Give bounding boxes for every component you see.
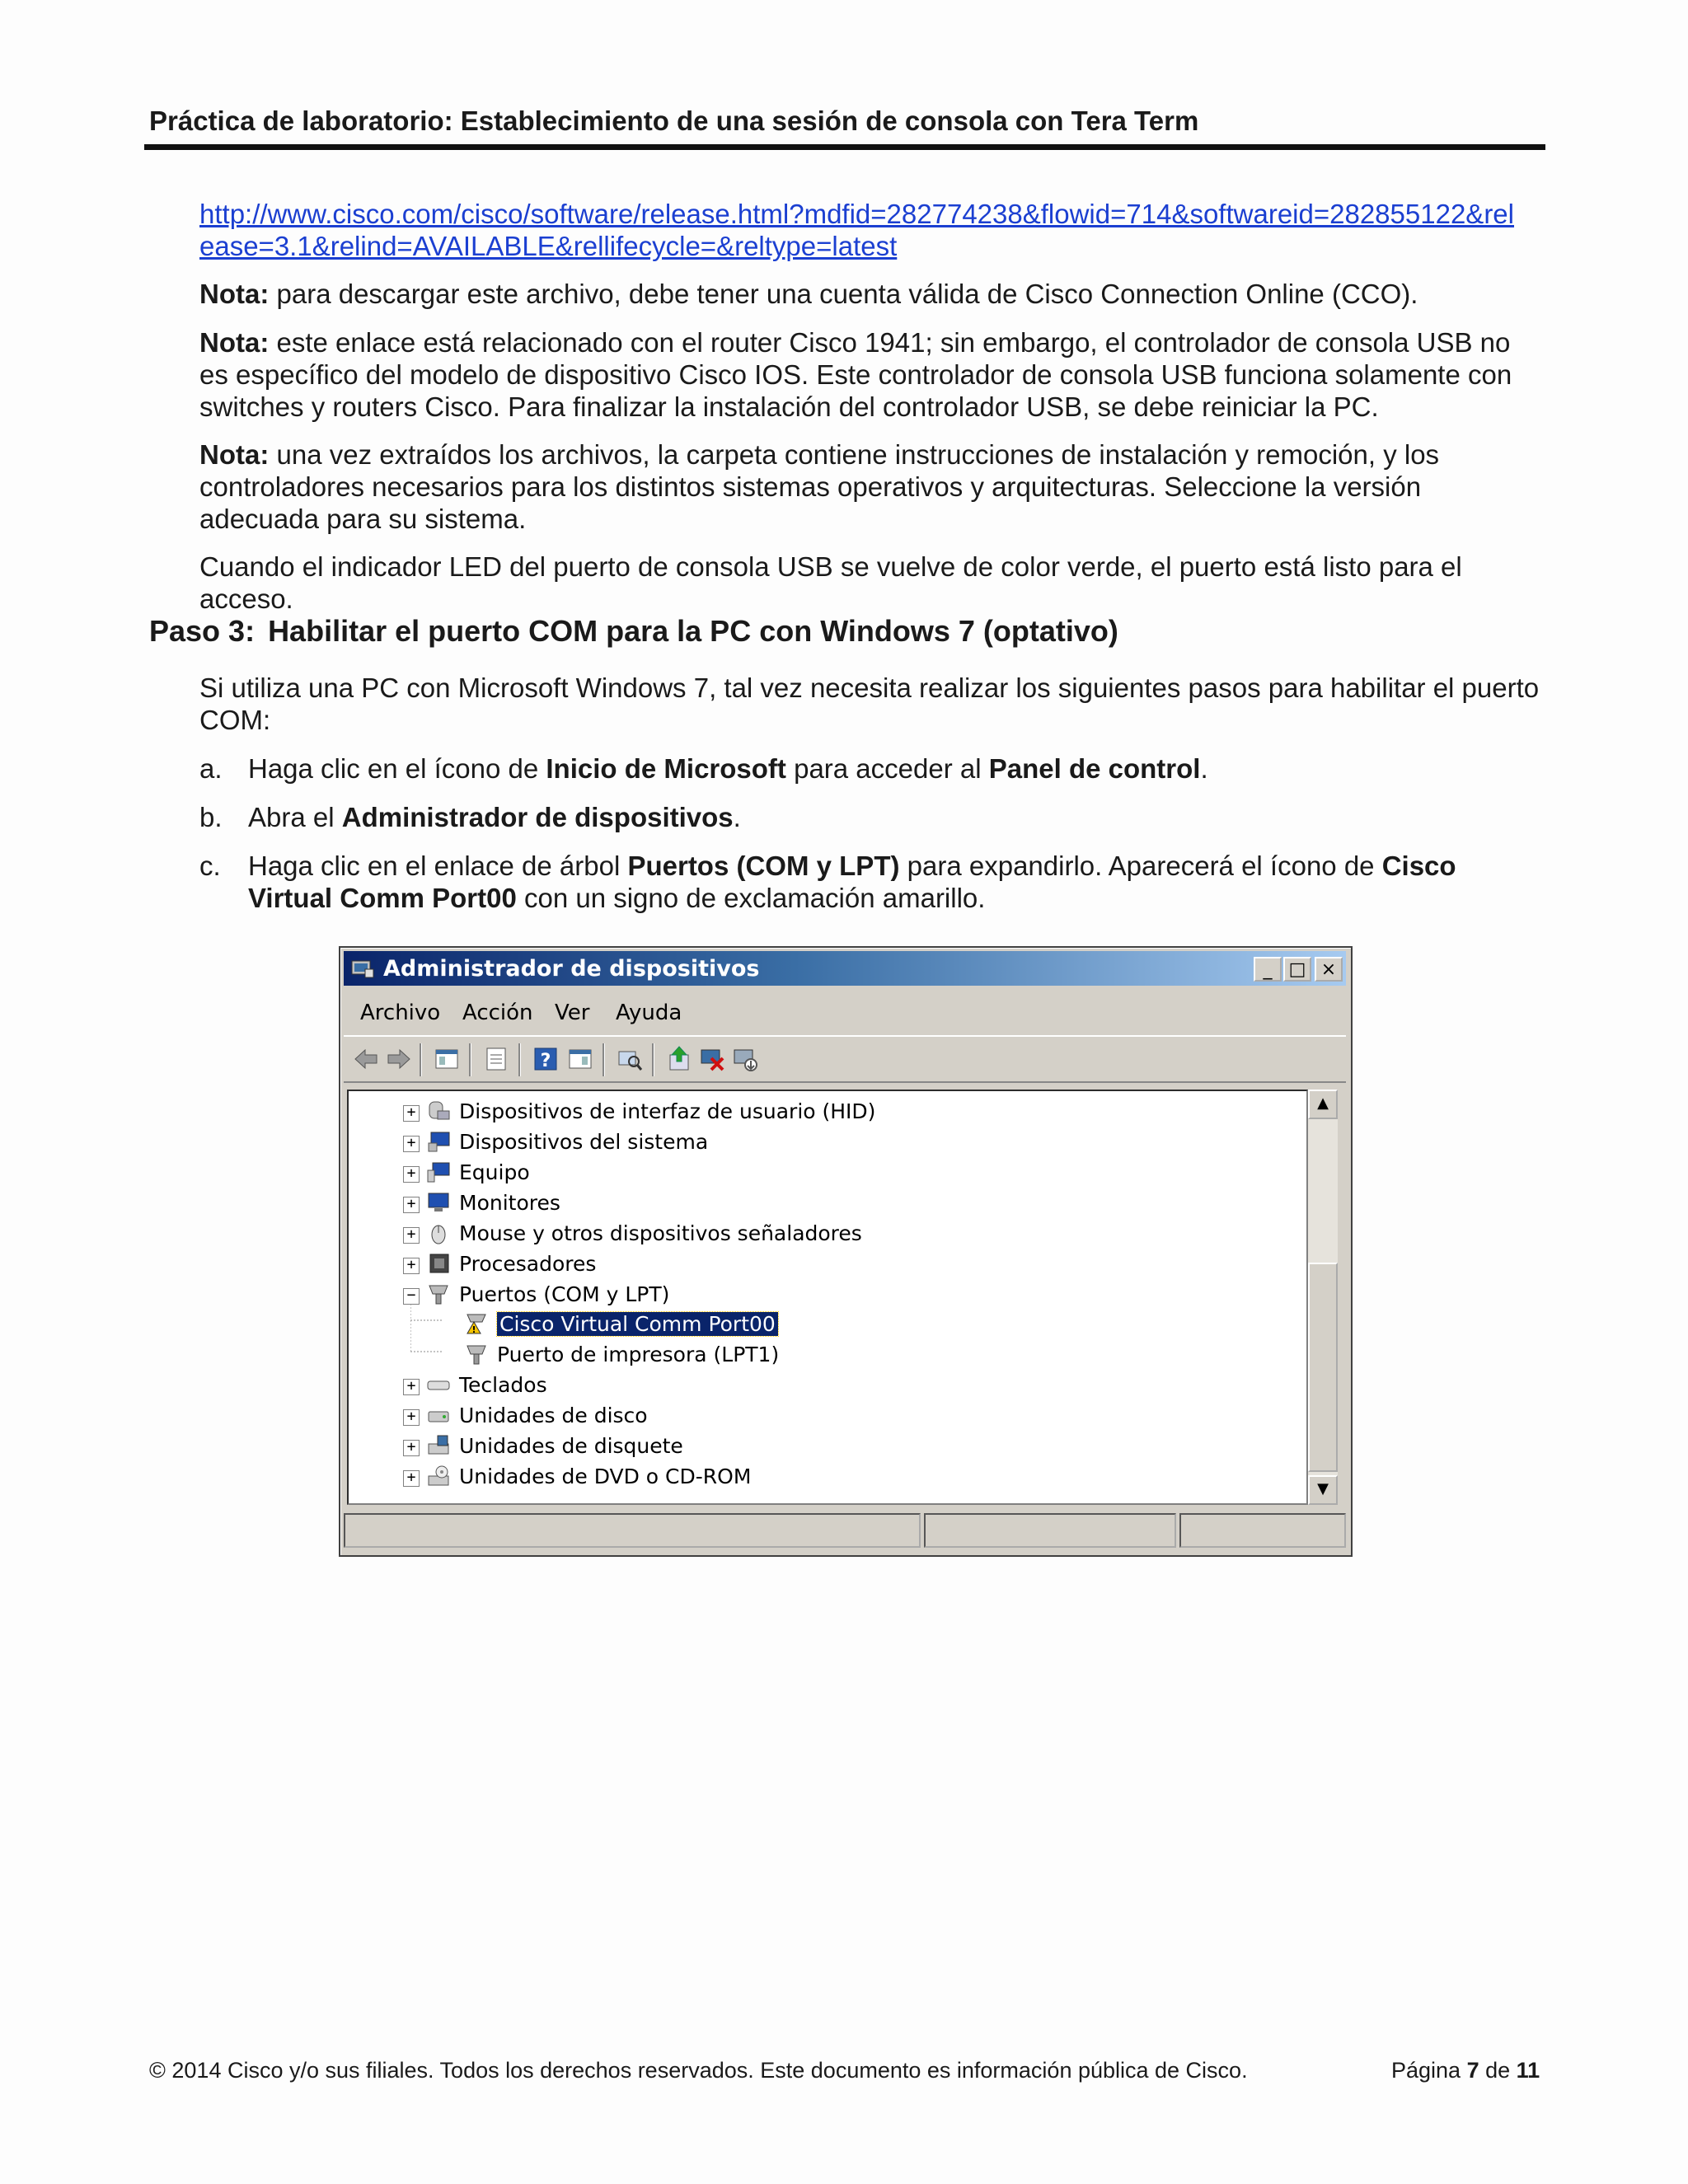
menu-archivo[interactable]: Archivo <box>360 1001 441 1025</box>
toolbar-separator <box>469 1043 471 1076</box>
monitor-icon <box>426 1191 451 1214</box>
header-rule <box>144 144 1545 150</box>
tree-node-cisco-virtual-comm[interactable]: Cisco Virtual Comm Port00 <box>497 1312 778 1336</box>
uninstall-device-icon[interactable] <box>698 1045 726 1073</box>
scroll-down-button[interactable]: ▼ <box>1308 1475 1338 1505</box>
expand-toggle[interactable]: + <box>403 1105 420 1122</box>
note-text: una vez extraídos los archivos, la carpeta contiene instrucciones de instalación y remoción, y los controladores necesarios para los distintos sistemas operativos y arquitecturas. Seleccione la versión adecuada para su sistema. <box>199 439 1440 534</box>
collapse-toggle[interactable]: − <box>403 1288 420 1305</box>
toolbar-separator <box>652 1043 654 1076</box>
list-text: Haga clic en el enlace de árbol Puertos (COM y LPT) para expandirlo. Aparecerá el ícono de Cisco Virtual Comm Port00 con un signo de exclamación amarillo. <box>248 851 1456 913</box>
note-text: para descargar este archivo, debe tener una cuenta válida de Cisco Connection Online (CCO). <box>269 279 1418 309</box>
menu-bar <box>344 991 1346 1032</box>
footer-copyright: © 2014 Cisco y/o sus filiales. Todos los derechos reservados. Este documento es información pública de Cisco. <box>149 2058 1248 2083</box>
tree-node-ports[interactable]: Puertos (COM y LPT) <box>459 1282 670 1306</box>
led-paragraph: Cuando el indicador LED del puerto de consola USB se vuelve de color verde, el puerto está listo para el acceso. <box>199 551 1462 614</box>
tree-node-processors[interactable]: Procesadores <box>459 1252 597 1276</box>
expand-toggle[interactable]: + <box>403 1409 420 1426</box>
page-header-title: Práctica de laboratorio: Establecimiento de una sesión de consola con Tera Term <box>149 105 1199 136</box>
disable-device-icon[interactable] <box>731 1045 759 1073</box>
cd-rom-icon <box>426 1465 451 1488</box>
warning-port-icon <box>464 1312 489 1335</box>
keyboard-icon <box>426 1373 451 1396</box>
step-title: Habilitar el puerto COM para la PC con Windows 7 (optativo) <box>268 614 1118 648</box>
expand-toggle[interactable]: + <box>403 1166 420 1183</box>
step-number: Paso 3: <box>149 614 256 648</box>
link-line-2[interactable]: ease=3.1&relind=AVAILABLE&rellifecycle=&reltype=latest <box>199 231 898 261</box>
expand-toggle[interactable]: + <box>403 1258 420 1274</box>
download-link[interactable] <box>199 198 1543 262</box>
list-letter: a. <box>199 753 223 784</box>
close-button[interactable]: × <box>1315 957 1343 982</box>
list-letter: c. <box>199 851 221 881</box>
console-tree-icon[interactable] <box>433 1045 461 1073</box>
expand-toggle[interactable]: + <box>403 1379 420 1395</box>
toolbar-separator <box>603 1043 605 1076</box>
device-tree[interactable] <box>347 1090 1308 1505</box>
device-manager-window <box>339 946 1353 1557</box>
port-icon <box>426 1282 451 1305</box>
list-text: Abra el Administrador de dispositivos. <box>248 802 741 832</box>
svg-text:?: ? <box>540 1051 551 1071</box>
back-arrow-icon[interactable] <box>352 1045 380 1073</box>
note-label: Nota: <box>199 327 270 358</box>
processor-icon <box>426 1252 451 1275</box>
system-devices-icon <box>426 1130 451 1153</box>
expand-toggle[interactable]: + <box>403 1470 420 1487</box>
tree-node-disk-drives[interactable]: Unidades de disco <box>459 1404 648 1427</box>
expand-toggle[interactable]: + <box>403 1440 420 1456</box>
update-driver-icon[interactable] <box>665 1045 693 1073</box>
scan-hardware-icon[interactable] <box>616 1045 644 1073</box>
note-label: Nota: <box>199 439 270 470</box>
tree-node-dvd-cdrom[interactable]: Unidades de DVD o CD-ROM <box>459 1465 752 1488</box>
status-bar-pane <box>924 1513 1176 1548</box>
device-manager-icon <box>350 958 375 979</box>
toolbar <box>344 1035 1346 1083</box>
tree-node-computer[interactable]: Equipo <box>459 1160 530 1184</box>
properties-icon[interactable] <box>482 1045 510 1073</box>
tree-node-monitors[interactable]: Monitores <box>459 1191 560 1215</box>
tree-node-system[interactable]: Dispositivos del sistema <box>459 1130 709 1154</box>
help-icon[interactable] <box>532 1045 560 1073</box>
link-line-1[interactable]: http://www.cisco.com/cisco/software/release.html?mdfid=282774238&flowid=714&softwareid=282855122&rel <box>199 199 1514 229</box>
expand-toggle[interactable]: + <box>403 1227 420 1244</box>
menu-ayuda[interactable]: Ayuda <box>616 1001 682 1025</box>
note-cco <box>199 278 1543 310</box>
minimize-button[interactable]: _ <box>1254 957 1282 982</box>
printer-port-icon <box>464 1343 489 1366</box>
menu-ver[interactable]: Ver <box>555 1001 590 1025</box>
window-title: Administrador de dispositivos <box>383 956 760 982</box>
tree-node-hid[interactable]: Dispositivos de interfaz de usuario (HID) <box>459 1099 876 1123</box>
forward-arrow-icon[interactable] <box>385 1045 413 1073</box>
menu-accion[interactable]: Acción <box>462 1001 533 1025</box>
intro-paragraph: Si utiliza una PC con Microsoft Windows 7, tal vez necesita realizar los siguientes pasos para habilitar el puerto COM: <box>199 673 1540 735</box>
note-router <box>199 326 1543 423</box>
expand-toggle[interactable]: + <box>403 1197 420 1213</box>
hid-icon <box>426 1099 451 1122</box>
disk-drive-icon <box>426 1404 451 1427</box>
tree-node-keyboards[interactable]: Teclados <box>459 1373 547 1397</box>
status-bar-pane <box>344 1513 921 1548</box>
vertical-scrollbar[interactable] <box>1308 1090 1338 1505</box>
tree-node-printer-port[interactable]: Puerto de impresora (LPT1) <box>497 1343 780 1366</box>
maximize-button[interactable]: □ <box>1283 957 1311 982</box>
list-text: Haga clic en el ícono de Inicio de Microsoft para acceder al Panel de control. <box>248 753 1208 784</box>
computer-icon <box>426 1160 451 1183</box>
mouse-icon <box>426 1221 451 1244</box>
floppy-icon <box>426 1434 451 1457</box>
note-label: Nota: <box>199 279 270 309</box>
note-text: este enlace está relacionado con el router Cisco 1941; sin embargo, el controlador de consola USB no es específico del modelo de dispositivo Cisco IOS. Este controlador de consola USB funciona solamente con switches y routers Cisco. Para finalizar la instalación del controlador USB, se debe reiniciar la PC. <box>199 327 1512 422</box>
list-letter: b. <box>199 802 223 832</box>
toolbar-separator <box>518 1043 521 1076</box>
tree-node-floppy[interactable]: Unidades de disquete <box>459 1434 683 1458</box>
step-heading <box>149 614 1132 649</box>
footer-page-number: Página 7 de 11 <box>1391 2058 1540 2083</box>
scroll-up-button[interactable]: ▲ <box>1308 1090 1338 1119</box>
svg-text:!: ! <box>471 1324 476 1335</box>
scroll-thumb[interactable] <box>1308 1263 1338 1472</box>
tree-node-mouse[interactable]: Mouse y otros dispositivos señaladores <box>459 1221 862 1245</box>
action-pane-icon[interactable] <box>566 1045 594 1073</box>
expand-toggle[interactable]: + <box>403 1136 420 1152</box>
window-titlebar[interactable] <box>344 951 1346 986</box>
note-files <box>199 438 1543 535</box>
status-bar-pane <box>1179 1513 1346 1548</box>
toolbar-separator <box>420 1043 422 1076</box>
